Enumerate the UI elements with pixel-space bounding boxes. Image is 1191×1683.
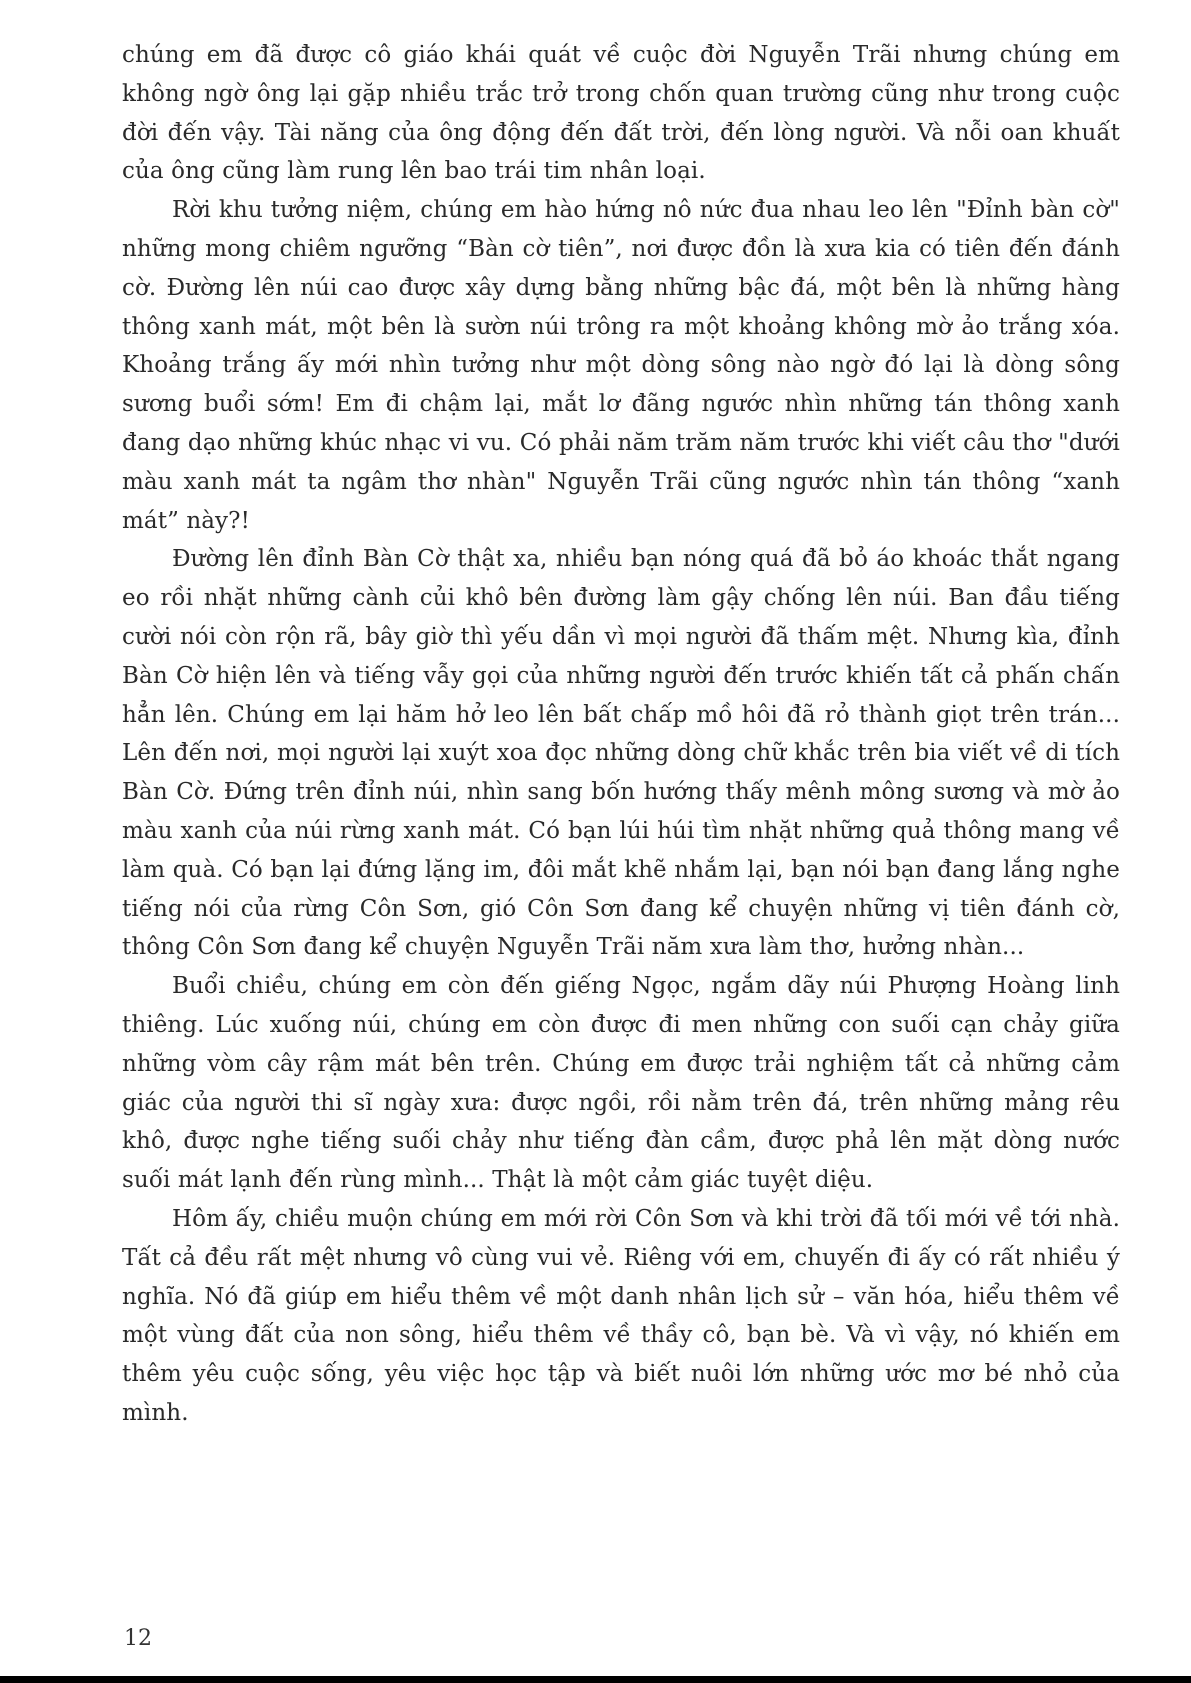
paragraph-5: Hôm ấy, chiều muộn chúng em mới rời Côn Sơn và khi trời đã tối mới về tới nhà. Tất cả đều rất mệt nhưng vô cùng vui vẻ. Riêng với em, chuyến đi ấy có rất nhiều ý nghĩa. Nó đã giúp em hiểu thêm về một danh nhân lịch sử – văn hóa, hiểu thêm về một vùng đất của non sông, hiểu thêm về thầy cô, bạn bè. Và vì vậy, nó khiến em thêm yêu cuộc sống, yêu việc học tập và biết nuôi lớn những ước mơ bé nhỏ của mình. xyxy=(122,1205,1120,1426)
paragraph-2: Rời khu tưởng niệm, chúng em hào hứng nô nức đua nhau leo lên "Đỉnh bàn cờ" những mong chiêm ngưỡng “Bàn cờ tiên”, nơi được đồn là xưa kia có tiên đến đánh cờ. Đường lên núi cao được xây dựng bằng những bậc đá, một bên là những hàng thông xanh mát, một bên là sườn núi trông ra một khoảng không mờ ảo trắng xóa. Khoảng trắng ấy mới nhìn tưởng như một dòng sông nào ngờ đó lại là dòng sông sương buổi sớm! Em đi chậm lại, mắt lơ đãng ngước nhìn những tán thông xanh đang dạo những khúc nhạc vi vu. Có phải năm trăm năm trước khi viết câu thơ "dưới màu xanh mát ta ngâm thơ nhàn" Nguyễn Trãi cũng ngước nhìn tán thông “xanh mát” này?! xyxy=(122,197,1120,534)
text-body xyxy=(122,36,1120,1433)
scan-edge xyxy=(0,1676,1191,1683)
paragraph-1: chúng em đã được cô giáo khái quát về cuộc đời Nguyễn Trãi nhưng chúng em không ngờ ông lại gặp nhiều trắc trở trong chốn quan trường cũng như trong cuộc đời đến vậy. Tài năng của ông động đến đất trời, đến lòng người. Và nỗi oan khuất của ông cũng làm rung lên bao trái tim nhân loại. xyxy=(122,42,1120,185)
page-number: 12 xyxy=(124,1626,152,1651)
paragraph-3: Đường lên đỉnh Bàn Cờ thật xa, nhiều bạn nóng quá đã bỏ áo khoác thắt ngang eo rồi nhặt những cành củi khô bên đường làm gậy chống lên núi. Ban đầu tiếng cười nói còn rộn rã, bây giờ thì yếu dần vì mọi người đã thấm mệt. Nhưng kìa, đỉnh Bàn Cờ hiện lên và tiếng vẫy gọi của những người đến trước khiến tất cả phấn chấn hẳn lên. Chúng em lại hăm hở leo lên bất chấp mồ hôi đã rỏ thành giọt trên trán... Lên đến nơi, mọi người lại xuýt xoa đọc những dòng chữ khắc trên bia viết về di tích Bàn Cờ. Đứng trên đỉnh núi, nhìn sang bốn hướng thấy mênh mông sương và mờ ảo màu xanh của núi rừng xanh mát. Có bạn lúi húi tìm nhặt những quả thông mang về làm quà. Có bạn lại đứng lặng im, đôi mắt khẽ nhắm lại, bạn nói bạn đang lắng nghe tiếng nói của rừng Côn Sơn, gió Côn Sơn đang kể chuyện những vị tiên đánh cờ, thông Côn Sơn đang kể chuyện Nguyễn Trãi năm xưa làm thơ, hưởng nhàn... xyxy=(122,546,1120,961)
paragraph-4: Buổi chiều, chúng em còn đến giếng Ngọc, ngắm dãy núi Phượng Hoàng linh thiêng. Lúc xuống núi, chúng em còn được đi men những con suối cạn chảy giữa những vòm cây rậm mát bên trên. Chúng em được trải nghiệm tất cả những cảm giác của người thi sĩ ngày xưa: được ngồi, rồi nằm trên đá, trên những mảng rêu khô, được nghe tiếng suối chảy như tiếng đàn cầm, được phả lên mặt dòng nước suối mát lạnh đến rùng mình... Thật là một cảm giác tuyệt diệu. xyxy=(122,973,1120,1194)
